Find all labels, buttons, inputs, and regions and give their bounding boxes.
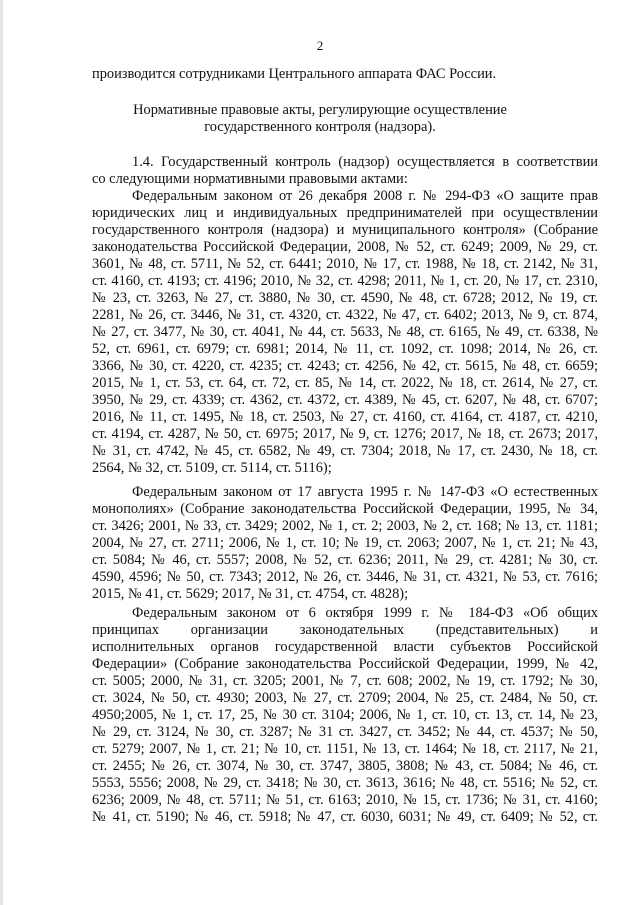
law-147-line: ст. 3426; 2001, № 33, ст. 3429; 2002, № 1, ст. 2; 2003, № 2, ст. 168; № 13, ст. 1181; bbox=[92, 518, 598, 534]
law-147-line: 4590, 4596; № 50, ст. 7343; 2012, № 26, ст. 3446, № 31, ст. 4321, № 53, ст. 7616; bbox=[92, 569, 598, 585]
law-294-line: ст. 4160, ст. 4193; ст. 4196; 2010, № 32, ст. 4298; 2011, № 1, ст. 20, № 17, ст. 2310, bbox=[92, 273, 598, 289]
law-184-line: 6236; 2009, № 48, ст. 5711; № 51, ст. 6163; 2010, № 15, ст. 1736; № 31, ст. 4160; bbox=[92, 792, 598, 808]
law-184-line: 5553, 5556; 2008, № 29, ст. 3418; № 30, ст. 3613, 3616; № 48, ст. 5516; № 52, ст. bbox=[92, 775, 598, 791]
law-294-line-last: 2564, № 32, ст. 5109, ст. 5114, ст. 5116); bbox=[92, 460, 332, 476]
law-294-line: 3950, № 29, ст. 4339; ст. 4362, ст. 4372, ст. 4389, № 45, ст. 6207, № 48, ст. 6707; bbox=[92, 392, 598, 408]
law-184-line: ст. 5005; 2000, № 31, ст. 3205; 2001, № 7, ст. 608; 2002, № 19, ст. 1792; № 30, bbox=[92, 673, 598, 689]
law-294-line: № 31, ст. 4742, № 45, ст. 6582, № 49, ст. 7304; 2018, № 17, ст. 2430, № 18, ст. bbox=[92, 443, 598, 459]
section-heading-line-1: Нормативные правовые акты, регулирующие осуществление bbox=[133, 102, 507, 118]
law-184-line: ст. 2455; № 26, ст. 3074, № 30, ст. 3747, 3805, 3808; № 43, ст. 5084; № 46, ст. bbox=[92, 758, 598, 774]
law-184-line: ст. 3024, № 50, ст. 4930; 2003, № 27, ст. 2709; 2004, № 25, ст. 2484, № 50, ст. bbox=[92, 690, 598, 706]
law-294-line: № 23, ст. 3263, № 27, ст. 3880, № 30, ст. 4590, № 48, ст. 6728; 2012, № 19, ст. bbox=[92, 290, 598, 306]
law-294-line: 2016, № 11, ст. 1495, № 18, ст. 2503, № 27, ст. 4160, ст. 4164, ст. 4187, ст. 4210, bbox=[92, 409, 598, 425]
text-line-intro: производится сотрудниками Центрального аппарата ФАС России. bbox=[92, 66, 497, 82]
law-184-line: Федерации» (Собрание законодательства Российской Федерации, 1999, № 42, bbox=[92, 656, 598, 672]
law-294-line: 2281, № 26, ст. 3446, № 31, ст. 4320, ст. 4322, № 47, ст. 6402; 2013, № 9, ст. 874, bbox=[92, 307, 598, 323]
law-294-line: 52, ст. 6961, ст. 6979; ст. 6981; 2014, № 11, ст. 1092, ст. 1098; 2014, № 26, ст. bbox=[92, 341, 598, 357]
law-184-line: исполнительных органов государственной власти субъектов Российской bbox=[92, 639, 598, 655]
law-294-line: ст. 4194, ст. 4287, № 50, ст. 6975; 2017, № 9, ст. 1276; 2017, № 18, ст. 2673; 2017, bbox=[92, 426, 598, 442]
law-294-line: Федеральным законом от 26 декабря 2008 г. № 294-ФЗ «О защите прав bbox=[132, 188, 598, 204]
law-184-line: 4950;2005, № 1, ст. 17, 25, № 30 ст. 3104; 2006, № 1, ст. 10, ст. 13, ст. 14, № 23, bbox=[92, 707, 598, 723]
law-147-line: Федеральным законом от 17 августа 1995 г. № 147-ФЗ «О естественных bbox=[132, 484, 598, 500]
law-184-line: ст. 5279; 2007, № 1, ст. 21; № 10, ст. 1151, № 13, ст. 1464; № 18, ст. 2117, № 21, bbox=[92, 741, 598, 757]
law-147-line: 2004, № 27, ст. 2711; 2006, № 1, ст. 10; № 19, ст. 2063; 2007, № 1, ст. 21; № 43, bbox=[92, 535, 598, 551]
law-294-line: 3601, № 48, ст. 5711, № 52, ст. 6441; 2010, № 17, ст. 1988, № 18, ст. 2142, № 31, bbox=[92, 256, 598, 272]
clause-1-4-line-1: 1.4. Государственный контроль (надзор) осуществляется в соответствии bbox=[132, 154, 598, 170]
law-184-line: № 29, ст. 3124, № 30, ст. 3287; № 31 ст. 3427, ст. 3452; № 44, ст. 4537; № 50, bbox=[92, 724, 598, 740]
section-heading-line-2: государственного контроля (надзора). bbox=[204, 119, 436, 135]
law-184-line: № 41, ст. 5190; № 46, ст. 5918; № 47, ст. 6030, 6031; № 49, ст. 6409; № 52, ст. bbox=[92, 809, 598, 825]
law-294-line: № 27, ст. 3477, № 30, ст. 4041, № 44, ст. 5633, № 48, ст. 6165, № 49, ст. 6338, № bbox=[92, 324, 598, 340]
clause-1-4-line-2: со следующими нормативными правовыми актами: bbox=[92, 171, 408, 187]
law-294-line: законодательства Российской Федерации, 2008, № 52, ст. 6249; 2009, № 29, ст. bbox=[92, 239, 598, 255]
law-147-line-last: 2015, № 41, ст. 5629; 2017, № 31, ст. 4754, ст. 4828); bbox=[92, 586, 409, 602]
law-294-line: 2015, № 1, ст. 53, ст. 64, ст. 72, ст. 85, № 14, ст. 2022, № 18, ст. 2614, № 27, ст. bbox=[92, 375, 598, 391]
law-294-line: юридических лиц и индивидуальных предпринимателей при осуществлении bbox=[92, 205, 598, 221]
law-147-line: ст. 5084; № 46, ст. 5557; 2008, № 52, ст. 6236; 2011, № 29, ст. 4281; № 30, ст. bbox=[92, 552, 598, 568]
law-184-line: Федеральным законом от 6 октября 1999 г. № 184-ФЗ «Об общих bbox=[132, 605, 598, 621]
page-number: 2 bbox=[316, 38, 324, 53]
law-184-line: принципах организации законодательных (представительных) и bbox=[92, 622, 598, 638]
law-294-line: 3366, № 30, ст. 4220, ст. 4235; ст. 4243; ст. 4256, № 42, ст. 5615, № 48, ст. 6659; bbox=[92, 358, 598, 374]
law-147-line: монополиях» (Собрание законодательства Российской Федерации, 1995, № 34, bbox=[92, 501, 598, 517]
law-294-line: государственного контроля (надзора) и муниципального контроля» (Собрание bbox=[92, 222, 598, 238]
